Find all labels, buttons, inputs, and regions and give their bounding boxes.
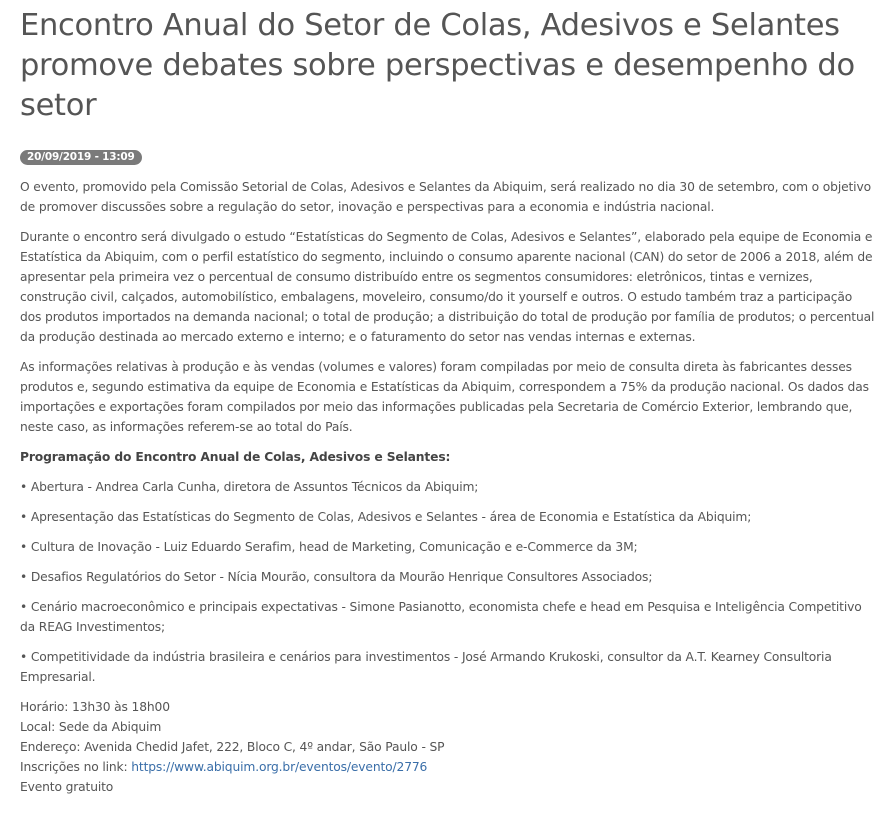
- signup-line: [20, 757, 875, 777]
- program-item: • Cultura de Inovação - Luiz Eduardo Serafim, head de Marketing, Comunicação e e-Commerce da 3M;: [20, 540, 638, 554]
- date-badge: 20/09/2019 - 13:09: [20, 150, 142, 165]
- program-heading: Programação do Encontro Anual de Colas, Adesivos e Selantes:: [20, 450, 451, 464]
- schedule-text: Horário: 13h30 às 18h00: [20, 700, 170, 714]
- article-title: Encontro Anual do Setor de Colas, Adesivos e Selantes promove debates sobre perspectivas e desempenho do setor: [20, 8, 855, 123]
- signup-label: Inscrições no link:: [20, 760, 132, 774]
- article-body: [20, 177, 875, 797]
- paragraph: Durante o encontro será divulgado o estudo “Estatísticas do Segmento de Colas, Adesivos e Selantes”, elaborado pela equipe de Economia e Estatística da Abiquim, com o perfil estatístico do segmento, incluindo o consumo aparente nacional (CAN) do setor de 2006 a 2018, além de apresentar pela primeira vez o percentual de consumo distribuído entre os segmentos consumidores: eletrônicos, tintas e vernizes, construção civil, calçados, automobilístico, embalagens, moveleiro, consumo/do it yourself e outros. O estudo também traz a participação dos produtos importados na demanda nacional; o total de produção; a distribuição do total de produção por família de produtos; o percentual da produção destinada ao mercado externo e interno; e o faturamento do setor nas vendas internas e externas.: [20, 230, 875, 344]
- event-details: [20, 697, 875, 797]
- paragraph: As informações relativas à produção e às vendas (volumes e valores) foram compiladas por meio de consulta direta às fabricantes desses produtos e, segundo estimativa da equipe de Economia e Estatísticas da Abiquim, correspondem a 75% da produção nacional. Os dados das importações e exportações foram compilados por meio das informações publicadas pela Secretaria de Comércio Exterior, lembrando que, neste caso, as informações referem-se ao total do País.: [20, 360, 869, 434]
- program-item: • Competitividade da indústria brasileira e cenários para investimentos - José Armando Krukoski, consultor da A.T. Kearney Consultoria Empresarial.: [20, 650, 832, 684]
- address-text: Endereço: Avenida Chedid Jafet, 222, Bloco C, 4º andar, São Paulo - SP: [20, 740, 445, 754]
- paragraph: O evento, promovido pela Comissão Setorial de Colas, Adesivos e Selantes da Abiquim, será realizado no dia 30 de setembro, com o objetivo de promover discussões sobre a regulação do setor, inovação e perspectivas para a economia e indústria nacional.: [20, 180, 871, 214]
- program-item: • Cenário macroeconômico e principais expectativas - Simone Pasianotto, economista chefe e head em Pesquisa e Inteligência Competitivo da REAG Investimentos;: [20, 600, 862, 634]
- location-text: Local: Sede da Abiquim: [20, 720, 162, 734]
- free-event-text: Evento gratuito: [20, 780, 114, 794]
- program-item: • Abertura - Andrea Carla Cunha, diretora de Assuntos Técnicos da Abiquim;: [20, 480, 479, 494]
- program-item: • Apresentação das Estatísticas do Segmento de Colas, Adesivos e Selantes - área de Economia e Estatística da Abiquim;: [20, 510, 752, 524]
- program-item: • Desafios Regulatórios do Setor - Nícia Mourão, consultora da Mourão Henrique Consultores Associados;: [20, 570, 653, 584]
- signup-link[interactable]: https://www.abiquim.org.br/eventos/evento/2776: [131, 760, 428, 774]
